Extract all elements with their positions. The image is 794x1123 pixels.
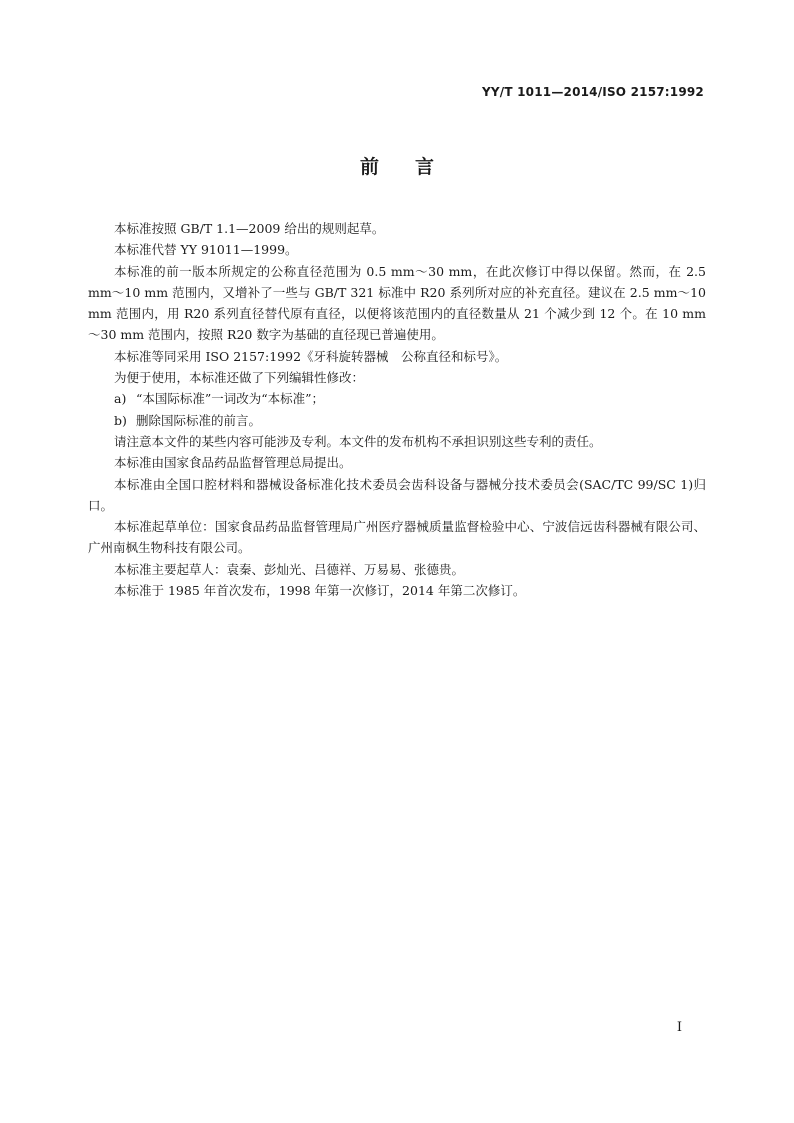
paragraph-drafters: 本标准主要起草人：袁秦、彭灿光、吕德祥、万易易、张德贵。 — [114, 561, 465, 577]
paragraph-committee: 本标准由全国口腔材料和器械设备标准化技术委员会齿科设备与器械分技术委员会(SAC/TC 99/SC 1)归口。 — [88, 476, 706, 513]
paragraph-drafting-units: 本标准起草单位：国家食品药品监督管理局广州医疗器械质量监督检验中心、宁波信远齿科器械有限公司、广州南枫生物科技有限公司。 — [88, 519, 706, 556]
list-item-text: “本国际标准”一词改为“本标准”； — [136, 391, 325, 407]
paragraph-patent-notice: 请注意本文件的某些内容可能涉及专利。本文件的发布机构不承担识别这些专利的责任。 — [114, 433, 602, 449]
list-item — [88, 410, 706, 431]
paragraph-editorial-intro: 为便于使用，本标准还做了下列编辑性修改： — [114, 370, 365, 386]
paragraph-drafting-rules: 本标准按照 GB/T 1.1—2009 给出的规则起草。 — [114, 221, 385, 236]
paragraph-proposer: 本标准由国家食品药品监督管理总局提出。 — [114, 455, 352, 471]
paragraph-iso-adoption: 本标准等同采用 ISO 2157:1992《牙科旋转器械 公称直径和标号》。 — [114, 348, 508, 364]
list-item-text: 删除国际标准的前言。 — [136, 412, 262, 428]
page-number: I — [676, 1020, 682, 1035]
list-item — [88, 388, 706, 409]
paragraph-diameter-range: 本标准的前一版本所规定的公称直径范围为 0.5 mm～30 mm，在此次修订中得以保留。然而，在 2.5 mm～10 mm 范围内，又增补了一些与 GB/T 321 标准中 R20 系列所对应的补充直径。建议在 2.5 mm～10 mm 范围内，用 R20 系列直径替代原有直径，以便将该范围内的直径数量从 21 个减少到 12 个。在 10 mm～30 mm 范围内，按照 R20 数字为基础的直径现已普遍使用。 — [88, 263, 706, 343]
paragraph-replaces: 本标准代替 YY 91011—1999。 — [114, 242, 298, 258]
foreword-body — [88, 218, 706, 601]
list-marker: b) — [114, 412, 127, 428]
document-code-header: YY/T 1011—2014/ISO 2157:1992 — [482, 85, 704, 99]
paragraph-history: 本标准于 1985 年首次发布，1998 年第一次修订，2014 年第二次修订。 — [114, 583, 526, 599]
page-title: 前言 — [359, 156, 470, 178]
list-marker: a) — [114, 391, 127, 407]
